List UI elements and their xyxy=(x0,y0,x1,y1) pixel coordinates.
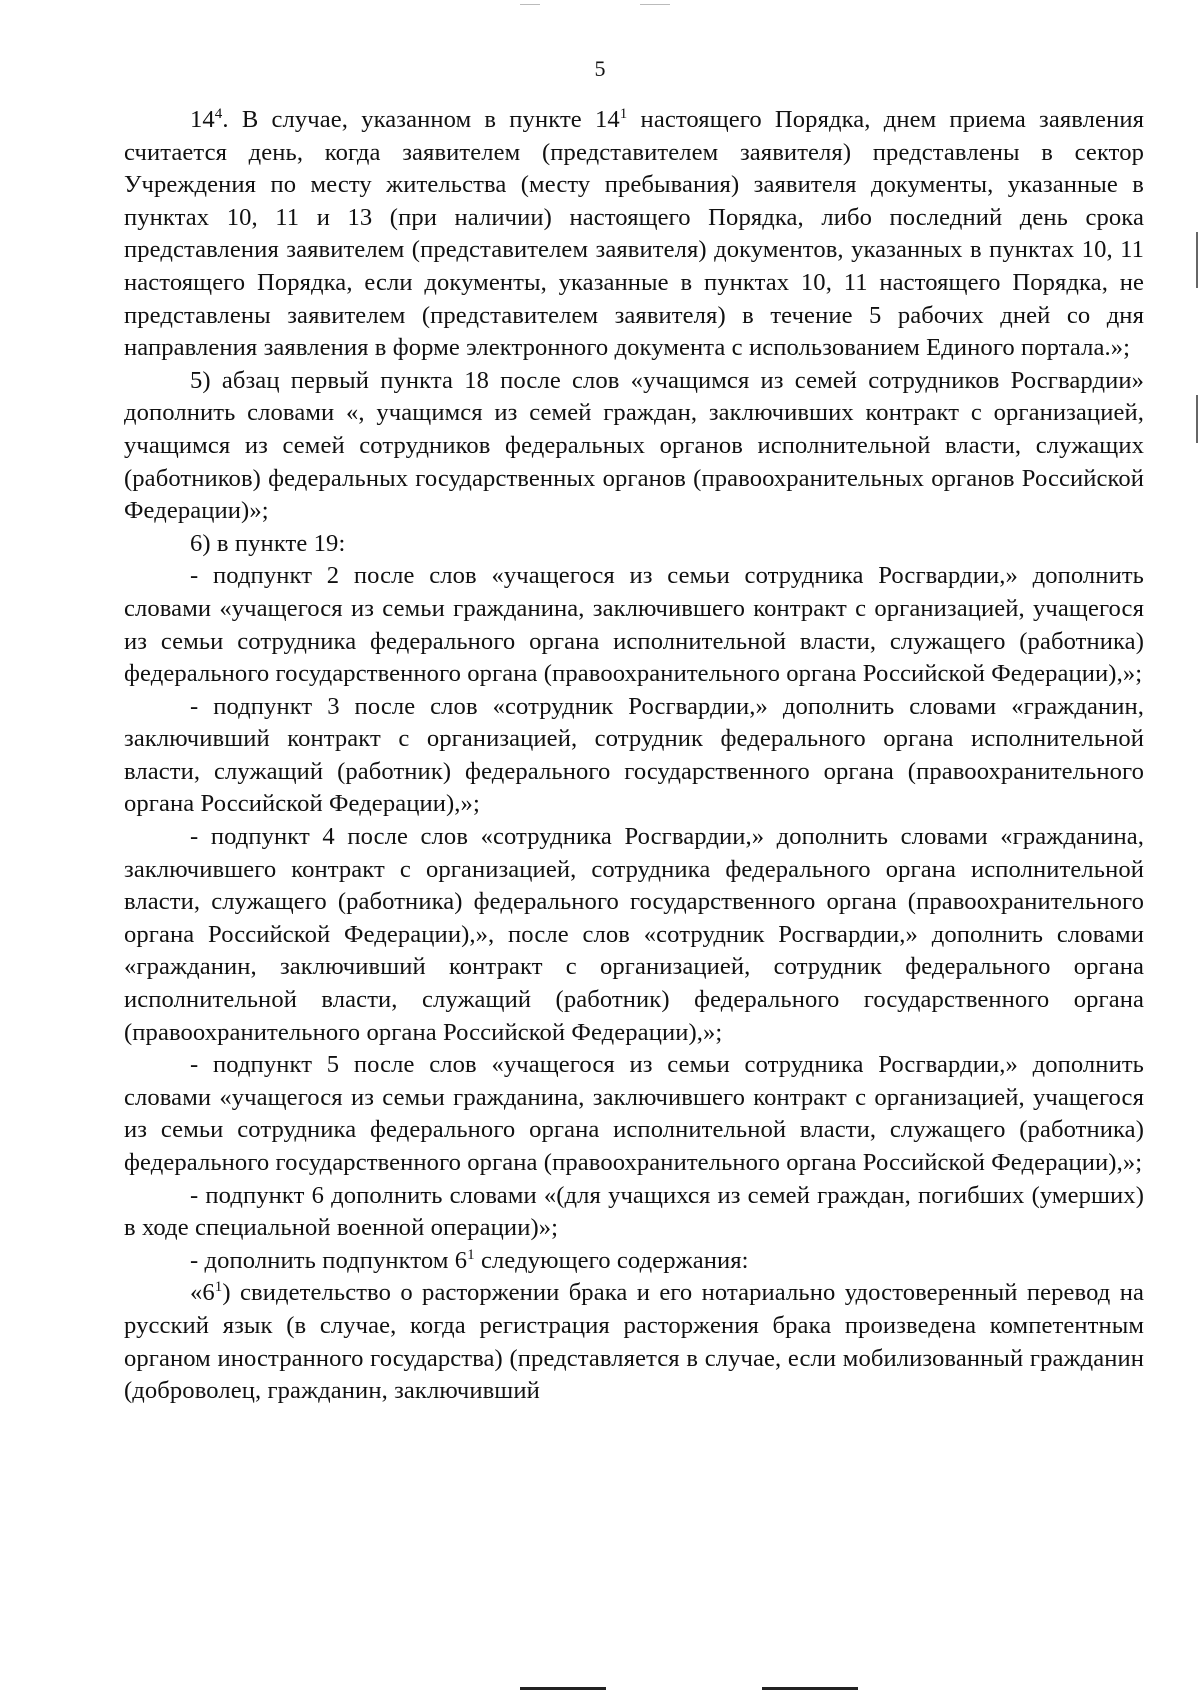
superscript: 1 xyxy=(467,1246,475,1263)
document-body xyxy=(124,104,1144,1408)
scan-edge-mark xyxy=(1196,232,1198,288)
scan-artifact xyxy=(520,1687,606,1690)
paragraph xyxy=(124,1277,1144,1407)
paragraph-text: «6 xyxy=(190,1279,215,1307)
paragraph-text: - подпункт 6 дополнить словами «(для учащихся из семей граждан, погибших (умерших) в ходе специальной военной операции)»; xyxy=(124,1181,1144,1242)
paragraph-text: - подпункт 3 после слов «сотрудник Росгвардии,» дополнить словами «гражданин, заключивший контракт с организацией, сотрудник федерального органа исполнительной власти, служащий (работник) федерального государственного органа (правоохранительного органа Российской Федерации),»; xyxy=(124,692,1144,818)
paragraph xyxy=(124,821,1144,1049)
paragraph-text: настоящего Порядка, днем приема заявления считается день, когда заявителем (представителем заявителя) представлены в сектор Учреждения по месту жительства (месту пребывания) заявителя документы, указанные в пунктах 10, 11 и 13 (при наличии) настоящего Порядка, либо последний день срока представления заявителем (представителем заявителя) документов, указанных в пунктах 10, 11 настоящего Порядка, если документы, указанные в пунктах 10, 11 настоящего Порядка, не представлены заявителем (представителем заявителя) в течение 5 рабочих дней со дня направления заявления в форме электронного документа с использованием Единого портала.»; xyxy=(124,106,1145,362)
superscript: 1 xyxy=(619,105,628,122)
superscript: 1 xyxy=(214,1279,223,1296)
paragraph-text: - подпункт 5 после слов «учащегося из семьи сотрудника Росгвардии,» дополнить словами «учащегося из семьи гражданина, заключившего контракт с организацией, учащегося из семьи сотрудника федерального органа исполнительной власти, служащего (работника) федерального государственного органа (правоохранительного органа Российской Федерации),»; xyxy=(124,1051,1144,1176)
superscript: 4 xyxy=(214,105,223,122)
paragraph-text: - подпункт 4 после слов «сотрудника Росгвардии,» дополнить словами «гражданина, заключившего контракт с организацией, сотрудника федерального органа исполнительной власти, служащего (работника) федерального государственного органа (правоохранительного органа Российской Федерации),», после слов «сотрудник Росгвардии,» дополнить словами «гражданин, заключивший контракт с организацией, сотрудник федерального органа исполнительной власти, служащий (работник) федерального государственного органа (правоохранительного органа Российской Федерации),»; xyxy=(124,823,1144,1046)
paragraph-text: 14 xyxy=(190,106,215,133)
paragraph xyxy=(124,691,1144,821)
scan-artifact xyxy=(520,4,540,5)
paragraph-text: - подпункт 2 после слов «учащегося из семьи сотрудника Росгвардии,» дополнить словами «учащегося из семьи гражданина, заключившего контракт с организацией, учащегося из семьи сотрудника федерального органа исполнительной власти, служащего (работника) федерального государственного органа (правоохранительного органа Российской Федерации),»; xyxy=(124,562,1144,688)
paragraph xyxy=(124,1245,1144,1278)
scan-artifact xyxy=(640,4,670,5)
page-number: 5 xyxy=(594,56,606,81)
paragraph xyxy=(124,1049,1144,1179)
paragraph-text: 6) в пункте 19: xyxy=(190,529,346,557)
paragraph xyxy=(124,560,1144,690)
paragraph-text: . В случае, указанном в пункте 14 xyxy=(222,106,620,133)
paragraph xyxy=(124,104,1144,365)
paragraph xyxy=(124,365,1144,528)
paragraph xyxy=(124,528,1144,561)
paragraph-text: ) свидетельство о расторжении брака и его нотариально удостоверенный перевод на русский язык (в случае, когда регистрация расторжения брака произведена компетентным органом иностранного государства) (представляется в случае, если мобилизованный гражданин (доброволец, гражданин, заключивший xyxy=(124,1279,1144,1405)
paragraph-text: следующего содержания: xyxy=(474,1246,749,1274)
paragraph-text: 5) абзац первый пункта 18 после слов «учащимся из семей сотрудников Росгвардии» дополнить словами «, учащимся из семей граждан, заключивших контракт с организацией, учащимся из семей сотрудников федеральных органов исполнительной власти, служащих (работников) федеральных государственных органов (правоохранительных органов Российской Федерации)»; xyxy=(124,366,1144,525)
paragraph-text: - дополнить подпунктом 6 xyxy=(190,1246,468,1274)
scan-artifact xyxy=(762,1687,858,1690)
paragraph xyxy=(124,1180,1144,1245)
scan-edge-mark xyxy=(1196,395,1198,443)
